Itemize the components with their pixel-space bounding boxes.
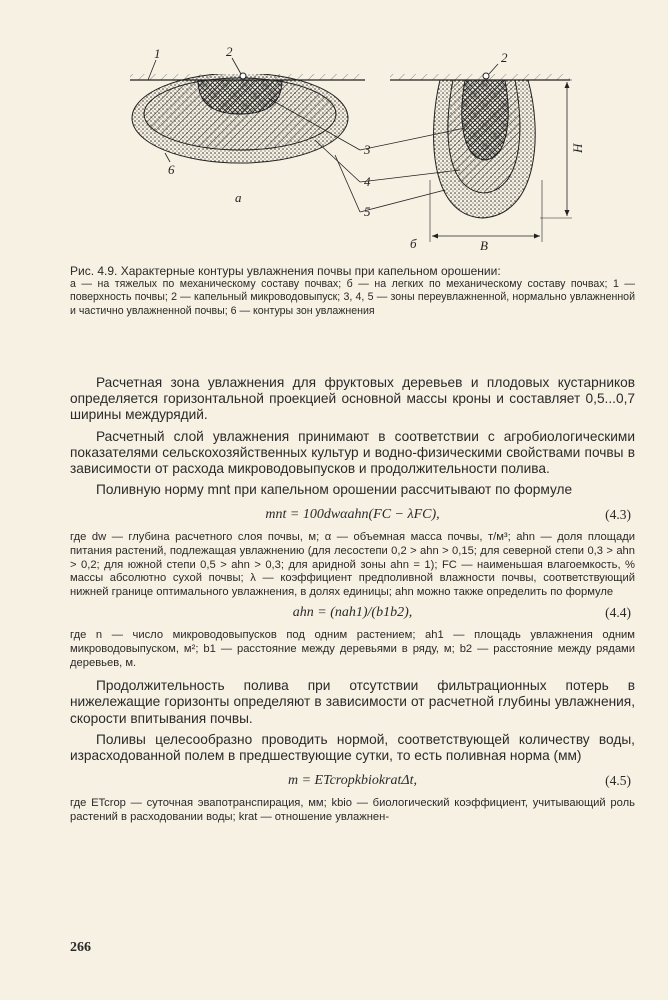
zone-3-overwet-b bbox=[462, 80, 508, 160]
figure-caption bbox=[70, 265, 635, 318]
definition-3: где ETcrop — суточная эвапотранспирация, мм; kbio — биологический коэффициент, учитывающий роль растений в расходовании воды; krat — отношение увлажнен- bbox=[70, 797, 635, 823]
paragraph-3: Поливную норму mnt при капельном орошении рассчитывают по формуле bbox=[96, 482, 573, 498]
formula-4-5-number: (4.5) bbox=[605, 773, 631, 789]
definition-1: где dw — глубина расчетного слоя почвы, м; α — объемная масса почвы, т/м³; ahn — доля площади питания растений, подлежащая увлажнению (для лесостепи 0,2 > ahn > 0,15; для северной степи 0,3 > ahn > 0,2; для южной степи 0,5 > ahn > 0,3; для аридной зоны ahn = 1); FC — наименьшая влагоемкость, % массы абсолютно сухой почвы; λ — коэффициент предполивной влажности почвы, соответствующий нижней границе оптимального увлажнения, в долях единицы; ahn можно также определить по формуле bbox=[70, 531, 635, 598]
formula-4-4-number: (4.4) bbox=[605, 605, 631, 621]
soil-moisture-figure bbox=[110, 40, 630, 265]
label-b: б bbox=[410, 236, 417, 251]
label-5: 5 bbox=[364, 204, 371, 219]
page-number: 266 bbox=[70, 940, 91, 955]
label-4: 4 bbox=[364, 174, 371, 189]
caption-text: а — на тяжелых по механическому составу почвах; б — на легких по механическому составу почвах; 1 — поверхность почвы; 2 — капельный микроводовыпуск; 3, 4, 5 — зоны переувлажненной, нормально увлажненной и частично увлажненной почвы; 6 — контуры зон увлажнения bbox=[70, 278, 635, 317]
formula-4-3 bbox=[70, 503, 635, 529]
label-B: B bbox=[480, 238, 488, 253]
formula-4-3-number: (4.3) bbox=[605, 507, 631, 523]
formula-4-3-expr: mnt = 100dwαahn(FC − λFC), bbox=[265, 507, 440, 523]
caption-lead: Рис. 4.9. Характерные контуры увлажнения почвы при капельном орошении: bbox=[70, 264, 501, 278]
paragraph-1: Расчетная зона увлажнения для фруктовых деревьев и плодовых кустарников определяется горизонтальной проекцией основной массы кроны и составляет 0,5...0,7 ширины междурядий. bbox=[70, 375, 635, 423]
label-2b: 2 bbox=[501, 50, 508, 65]
paragraph-4: Продолжительность полива при отсутствии фильтрационных потерь в нижележащие горизонты определяют в зависимости от расчетной глубины увлажнения, скорости впитывания почвы. bbox=[70, 678, 635, 726]
paragraph-2: Расчетный слой увлажнения принимают в соответствии с агробиологическими показателями сельскохозяйственных культур и водно-физическими свойствами почвы в зависимости от расхода микроводовыпусков и продолжительности полива. bbox=[70, 428, 635, 477]
label-2a: 2 bbox=[226, 44, 233, 59]
label-1: 1 bbox=[154, 46, 161, 61]
definition-2: где n — число микроводовыпусков под одним растением; ah1 — площадь увлажнения одним микроводовыпуском, м²; b1 — расстояние между деревьями в ряду, м; b2 — расстояние между рядами деревьев, м. bbox=[70, 629, 635, 669]
page-body bbox=[70, 375, 635, 824]
label-6: 6 bbox=[168, 162, 175, 177]
label-3: 3 bbox=[364, 142, 371, 157]
paragraph-5: Поливы целесообразно проводить нормой, соответствующей количеству воды, израсходованной полем в предшествующие сутки, то есть поливная норма (мм) bbox=[70, 731, 635, 763]
label-a: а bbox=[235, 190, 242, 205]
formula-4-4 bbox=[70, 601, 635, 627]
formula-4-5-expr: m = ETcropkbiokratΔt, bbox=[287, 773, 417, 789]
label-H: H bbox=[570, 143, 585, 153]
dripper-b bbox=[483, 73, 489, 79]
diagram-a bbox=[130, 58, 365, 163]
formula-4-5 bbox=[70, 769, 635, 795]
diagram-b bbox=[390, 64, 572, 242]
formula-4-4-expr: ahn = (nah1)/(b1b2), bbox=[292, 605, 413, 621]
